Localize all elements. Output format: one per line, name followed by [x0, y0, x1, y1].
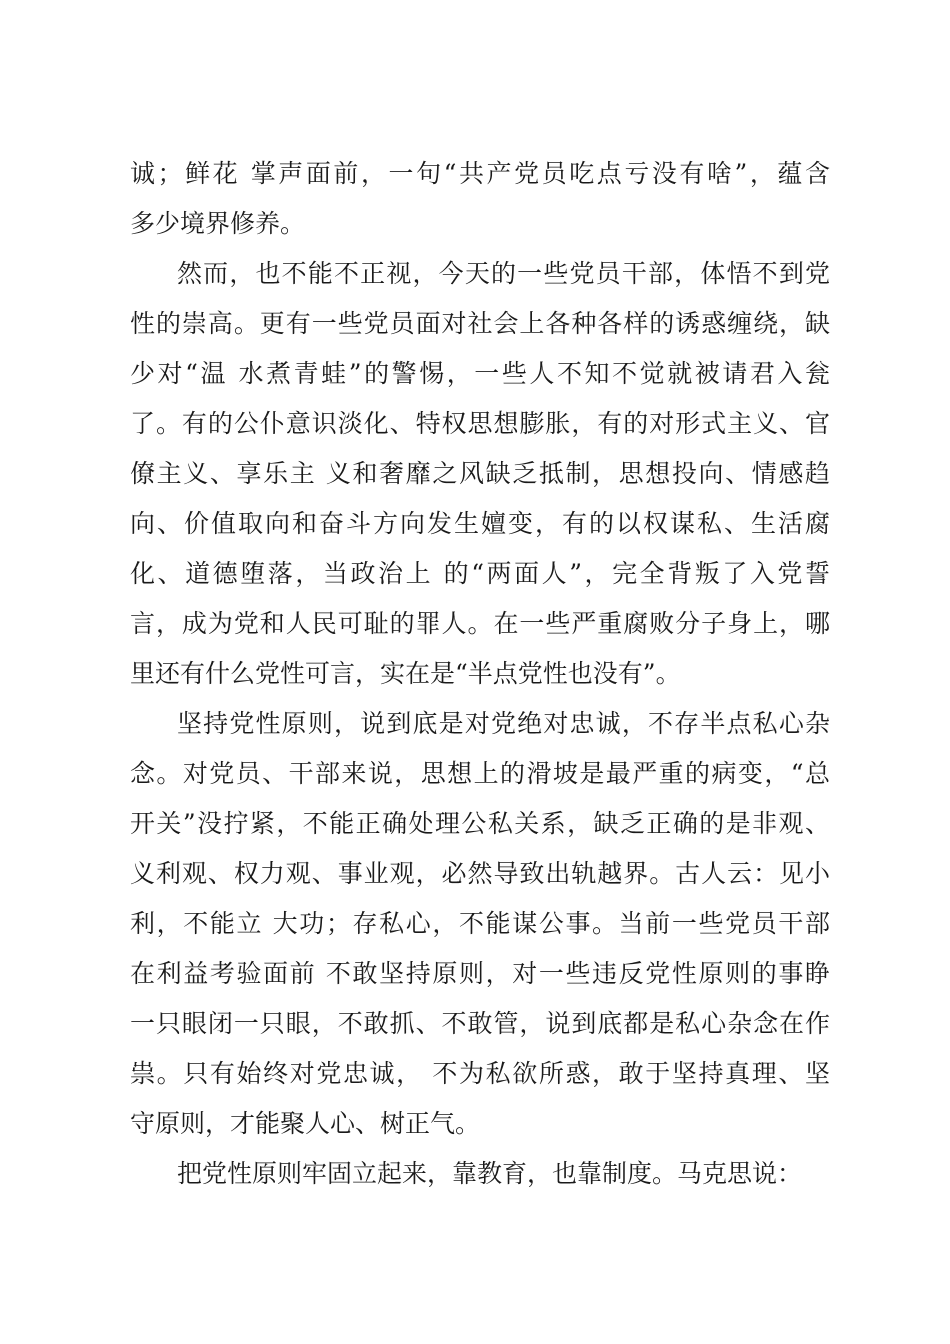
text-line: 祟。只有始终对党忠诚， 不为私欲所惑，敢于坚持真理、坚: [130, 1059, 830, 1088]
text-line: 开关”没拧紧，不能正确处理公私关系，缺乏正确的是非观、: [130, 809, 830, 838]
text-line: 一只眼闭一只眼，不敢抓、不敢管，说到底都是私心杂念在作: [130, 1009, 830, 1038]
text-line: 诚；鲜花 掌声面前，一句“共产党员吃点亏没有啥”，蕴含: [130, 159, 830, 188]
paragraph-first-line: 然而，也不能不正视，今天的一些党员干部，体悟不到党: [177, 259, 830, 288]
text-line: 言，成为党和人民可耻的罪人。在一些严重腐败分子身上，哪: [130, 609, 830, 638]
text-line: 念。对党员、干部来说，思想上的滑坡是最严重的病变，“总: [130, 759, 830, 788]
text-line: 僚主义、享乐主 义和奢靡之风缺乏抵制，思想投向、情感趋: [130, 459, 830, 488]
paragraph-first-line: 把党性原则牢固立起来，靠教育，也靠制度。马克思说：: [177, 1159, 803, 1188]
text-line: 利，不能立 大功；存私心，不能谋公事。当前一些党员干部: [130, 909, 830, 938]
text-line: 在利益考验面前 不敢坚持原则，对一些违反党性原则的事睁: [130, 959, 830, 988]
text-line: 义利观、权力观、事业观，必然导致出轨越界。古人云：见小: [130, 859, 830, 888]
text-line: 性的崇高。更有一些党员面对社会上各种各样的诱惑缠绕，缺: [130, 309, 830, 338]
text-line: 多少境界修养。: [130, 209, 306, 238]
text-line: 了。有的公仆意识淡化、特权思想膨胀，有的对形式主义、官: [130, 409, 830, 438]
paragraph-first-line: 坚持党性原则，说到底是对党绝对忠诚，不存半点私心杂: [177, 709, 830, 738]
text-line: 守原则，才能聚人心、树正气。: [130, 1109, 481, 1138]
text-line: 里还有什么党性可言，实在是“半点党性也没有”。: [130, 659, 681, 688]
text-line: 化、道德堕落，当政治上 的“两面人”，完全背叛了入党誓: [130, 559, 830, 588]
text-line: 少对“温 水煮青蛙”的警惕，一些人不知不觉就被请君入瓮: [130, 359, 830, 388]
text-line: 向、价值取向和奋斗方向发生嬗变，有的以权谋私、生活腐: [130, 509, 830, 538]
